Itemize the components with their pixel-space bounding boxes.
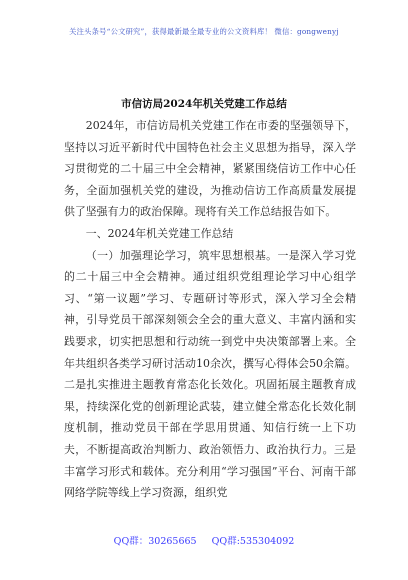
qq-group-footer xyxy=(0,533,408,547)
document-title: 市信访局2024年机关党建工作总结 xyxy=(121,98,287,110)
body-paragraph: （一）加强理论学习，筑牢思想根基。一是深入学习党的二十届三中全会精神。通过组织党组理论学习中心组学习、“第一议题”学习、专题研讨等形式，深入学习全会精神，引导党员干部深刻领会全会的重大意义、丰富内涵和实践要求，切实把思想和行动统一到党中央决策部署上来。全年共组织各类学习研讨活动10余次，撰写心得体会50余篇。二是扎实推进主题教育常态化长效化。巩固拓展主题教育成果，持续深化党的创新理论武装，建立健全常态化长效化制度机制，推动党员干部在学思用贯通、知信行统一上下功夫，不断提高政治判断力、政治领悟力、政治执行力。三是丰富学习形式和载体。充分利用“学习强国”平台、河南干部网络学院等线上学习资源，组织党 xyxy=(64,248,356,500)
section-heading: 一、2024年机关党建工作总结 xyxy=(85,226,234,240)
intro-paragraph: 2024年，市信访局机关党建工作在市委的坚强领导下，坚持以习近平新时代中国特色社会主义思想为指导，深入学习贯彻党的二十届三中全会精神，紧紧围绕信访工作中心任务，全面加强机关党的建设，为推动信访工作高质量发展提供了坚强有力的政治保障。现将有关工作总结报告如下。 xyxy=(64,119,356,219)
qq-group-1: QQ群：30265665 xyxy=(113,536,197,547)
promo-banner: 关注头条号“公文研究”，获得最新最全最专业的公文资料库！ 微信：gongwenyj xyxy=(69,27,339,36)
document-body xyxy=(64,115,356,504)
qq-group-2: QQ群:535304092 xyxy=(211,536,295,547)
